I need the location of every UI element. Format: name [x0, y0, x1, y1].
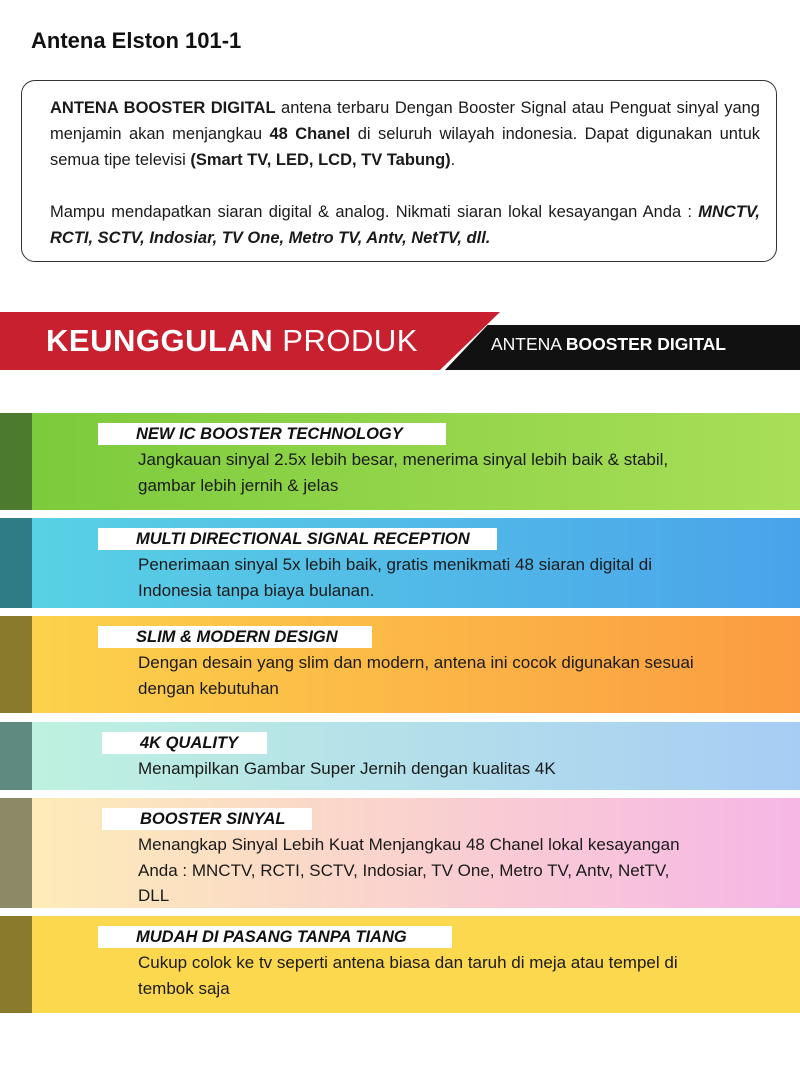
feature-text: Cukup colok ke tv seperti antena biasa dan taruh di meja atau tempel di tembok saja [138, 953, 678, 998]
feature-text: Jangkauan sinyal 2.5x lebih besar, menerima sinyal lebih baik & stabil, gambar lebih jernih & jelas [138, 450, 669, 495]
advantages-banner [0, 312, 800, 370]
feature-4k-quality [0, 722, 800, 790]
channel-list: MNCTV, RCTI, SCTV, Indosiar, TV One, Metro TV, Antv, NetTV, dll. [50, 203, 760, 247]
page-title: Antena Elston 101-1 [31, 28, 242, 53]
description-text: di seluruh wilayah indonesia. Dapat digunakan untuk semua tipe televisi [50, 125, 760, 169]
feature-multi-directional [0, 518, 800, 608]
feature-side-strip [0, 722, 32, 790]
feature-text: Penerimaan sinyal 5x lebih baik, gratis menikmati 48 siaran digital di Indonesia tanpa biaya bulanan. [138, 555, 653, 600]
feature-label: BOOSTER SINYAL [102, 808, 312, 830]
description-box [21, 80, 777, 262]
feature-side-strip [0, 413, 32, 510]
description-text: Mampu mendapatkan siaran digital & analog. Nikmati siaran lokal kesayangan Anda : [50, 203, 699, 221]
banner-heading [46, 322, 418, 360]
channel-count-bold: 48 Chanel [269, 125, 351, 143]
feature-label: 4K QUALITY [102, 732, 267, 754]
feature-easy-install [0, 916, 800, 1013]
banner-heading-bold: KEUNGGULAN [46, 323, 274, 358]
feature-side-strip [0, 518, 32, 608]
banner-heading-regular: PRODUK [273, 323, 418, 358]
description-paragraph-2 [50, 199, 760, 251]
description-text: . [450, 151, 456, 169]
feature-ic-booster [0, 413, 800, 510]
feature-label: NEW IC BOOSTER TECHNOLOGY [98, 423, 446, 445]
product-name-bold: ANTENA BOOSTER DIGITAL [50, 99, 276, 117]
feature-text: Dengan desain yang slim dan modern, antena ini cocok digunakan sesuai dengan kebutuhan [138, 653, 694, 698]
feature-side-strip [0, 798, 32, 908]
banner-subheading-bold: BOOSTER DIGITAL [565, 334, 726, 354]
description-text: antena terbaru Dengan Booster Signal atau Penguat sinyal yang menjamin akan menjangkau [50, 99, 760, 143]
feature-text: Menampilkan Gambar Super Jernih dengan kualitas 4K [138, 759, 556, 778]
feature-side-strip [0, 616, 32, 713]
feature-slim-design [0, 616, 800, 713]
banner-subheading [491, 332, 726, 356]
feature-label: MULTI DIRECTIONAL SIGNAL RECEPTION [98, 528, 497, 550]
feature-label: SLIM & MODERN DESIGN [98, 626, 372, 648]
banner-subheading-regular: ANTENA [491, 334, 566, 354]
tv-types-bold: (Smart TV, LED, LCD, TV Tabung) [190, 151, 451, 169]
feature-label: MUDAH DI PASANG TANPA TIANG [98, 926, 452, 948]
feature-text: Menangkap Sinyal Lebih Kuat Menjangkau 48 Chanel lokal kesayangan Anda : MNCTV, RCTI, SCTV, Indosiar, TV One, Metro TV, Antv, NetTV, DLL [138, 835, 680, 905]
feature-booster-sinyal [0, 798, 800, 908]
description-paragraph-1 [50, 95, 760, 173]
feature-side-strip [0, 916, 32, 1013]
